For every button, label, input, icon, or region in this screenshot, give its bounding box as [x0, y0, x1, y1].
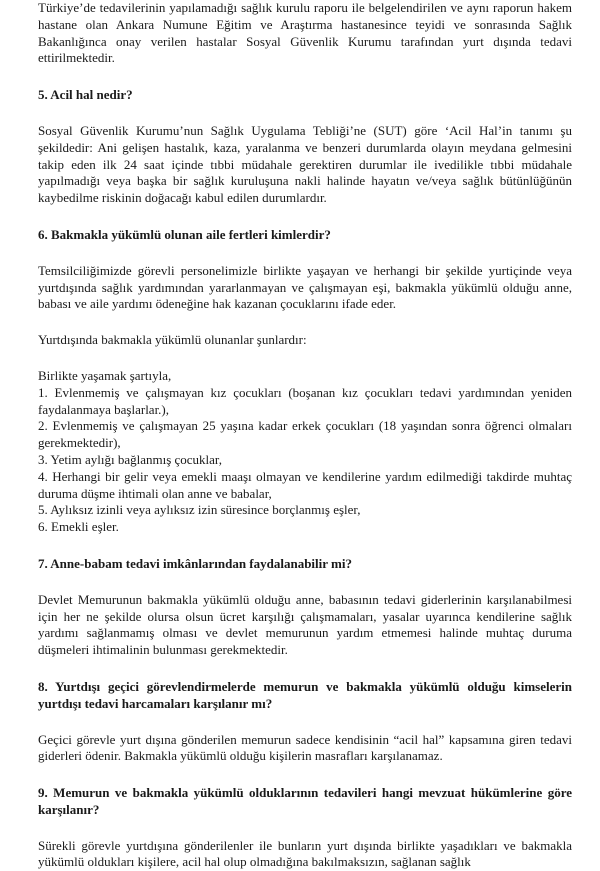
q9-body: Sürekli görevle yurtdışına gönderilenler ile bunların yurt dışında birlikte yaşadıkları ve bakmakla yükümlü oldukları kişilere, acil hal olup olmadığına bakılmaksızın, sağlanan sağlık [38, 837, 572, 870]
q5-body: Sosyal Güvenlik Kurumu’nun Sağlık Uygulama Tebliği’ne (SUT) göre ‘Acil Hal’in tanımı şu şekildedir: Ani gelişen hastalık, kaza, yaralanma ve benzeri durumlarda olayın meydana gelmesini takip eden ilk 24 saat içinde tıbbi müdahale gerektiren durumlar ile ivedilikle tıbbi müdahale yapılmadığı veya başka bir sağlık kuruluşuna nakli halinde hayatın ve/veya sağlık bütünlüğünün kaybedilme riskinin doğacağı kabul edilen durumlardır. [38, 122, 572, 206]
list-item: 6. Emekli eşler. [38, 519, 119, 535]
intro-paragraph: Türkiye’de tedavilerinin yapılamadığı sağlık kurulu raporu ile belgelendirilen ve aynı raporun hakem hastane olan Ankara Numune Eğitim ve Araştırma hastanesince teyidi ve sonrasında Sağlık Bakanlığınca onay verilen hastalar Sosyal Güvenlik Kurumu tarafından yurt dışında tedavi ettirilmektedir. [38, 0, 572, 66]
dependents-list [38, 385, 572, 536]
q8-body: Geçici görevle yurt dışına gönderilen memurun sadece kendisinin “acil hal” kapsamına giren tedavi giderleri ödenir. Bakmakla yükümlü olduğu kişilerin masrafları karşılanamaz. [38, 731, 572, 764]
document-page [38, 0, 572, 871]
q6-heading: 6. Bakmakla yükümlü olunan aile fertleri kimlerdir? [38, 226, 331, 242]
q6-list-intro: Yurtdışında bakmakla yükümlü olunanlar şunlardır: [38, 332, 307, 348]
list-item: 5. Aylıksız izinli veya aylıksız izin süresince borçlanmış eşler, [38, 502, 361, 518]
q5-heading: 5. Acil hal nedir? [38, 87, 133, 103]
list-item: 3. Yetim aylığı bağlanmış çocuklar, [38, 451, 222, 467]
q7-body: Devlet Memurunun bakmakla yükümlü olduğu anne, babasının tedavi giderlerinin karşılanabilmesi için her ne şekilde olursa olsun ücret karşılığı çalışmamaları, yasalar uyarınca kendilerine sağlık yardımı sağlanmamış olması ve devlet memurunun yardım etmemesi halinde muhtaç duruma düşmeleri ihtimalinin bulunması gerekmektedir. [38, 591, 572, 658]
list-item: 4. Herhangi bir gelir veya emekli maaşı olmayan ve kendilerine yardım edilmediği takdirde muhtaç duruma düşme ihtimali olan anne ve babalar, [38, 468, 572, 501]
list-item: 2. Evlenmemiş ve çalışmayan 25 yaşına kadar erkek çocukları (18 yaşından sonra öğrenci olmaları gerekmektedir), [38, 418, 572, 451]
q9-heading: 9. Memurun ve bakmakla yükümlü olduklarının tedavileri hangi mevzuat hükümlerine göre karşılanır? [38, 785, 572, 817]
q7-heading: 7. Anne-babam tedavi imkânlarından faydalanabilir mi? [38, 555, 352, 571]
q8-heading: 8. Yurtdışı geçici görevlendirmelerde memurun ve bakmakla yükümlü olduğu kimselerin yurtdışı tedavi harcamaları karşılanır mı? [38, 678, 572, 711]
q6-body: Temsilciliğimizde görevli personelimizle birlikte yaşayan ve herhangi bir şekilde yurtiçinde veya yurtdışında sağlık yardımından yararlanmayan ve çalışmayan eşi, bakmakla yükümlü olduğu anne, babası ve aile yardımı ödeneğine hak kazanan çocuklarını ifade eder. [38, 262, 572, 312]
list-item: 1. Evlenmemiş ve çalışmayan kız çocukları (boşanan kız çocukları tedavi yardımından yeniden faydalanmaya başlarlar.), [38, 384, 572, 417]
q6-condition: Birlikte yaşamak şartıyla, [38, 367, 172, 383]
